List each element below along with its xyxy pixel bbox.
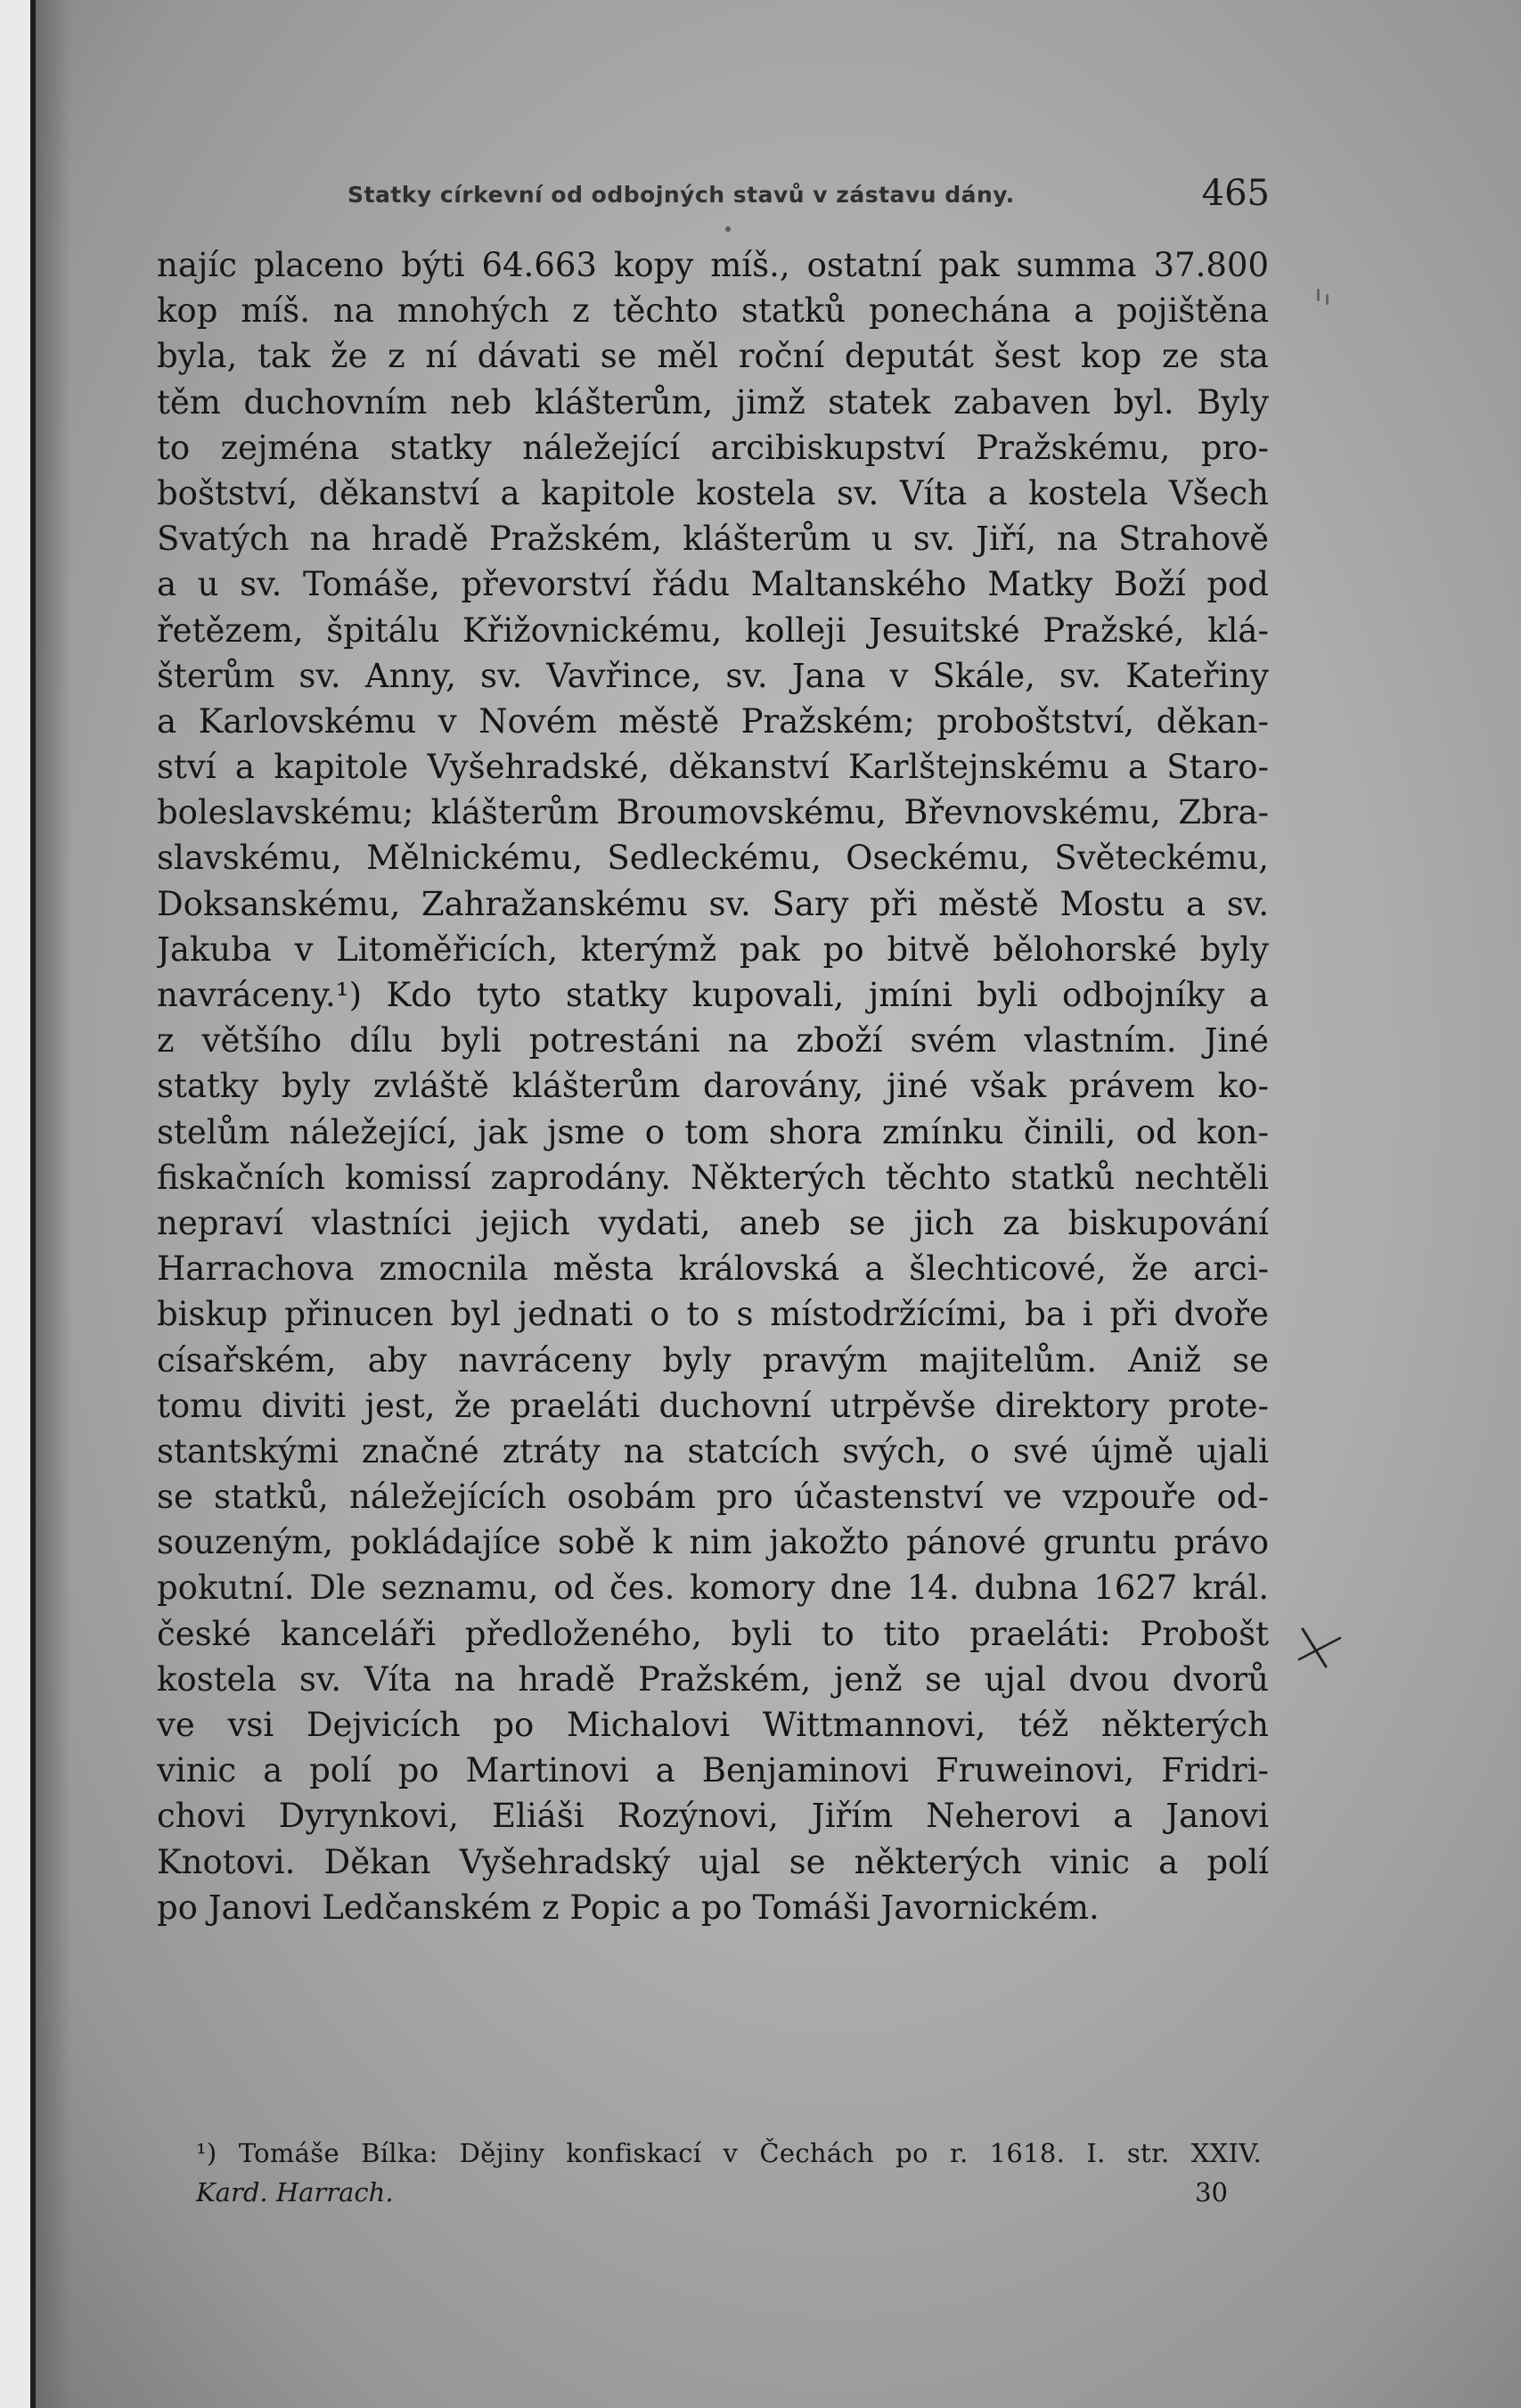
text-line: tomu diviti jest, že praeláti duchovní utrpěvše direktory prote- bbox=[157, 1386, 1269, 1425]
text-line: navráceny.¹) Kdo tyto statky kupovali, jmíni byli odbojníky a bbox=[157, 976, 1269, 1014]
text-line: ve vsi Dejvicích po Michalovi Wittmannovi, též některých bbox=[157, 1706, 1269, 1744]
body-text bbox=[157, 242, 1269, 1930]
text-line: kop míš. na mnohých z těchto statků ponechána a pojištěna bbox=[157, 291, 1269, 331]
text-line: byla, tak že z ní dávati se měl roční deputát šest kop ze sta bbox=[157, 337, 1269, 376]
text-line: řetězem, špitálu Křižovnickému, kolleji Jesuitské Pražské, klá- bbox=[157, 610, 1269, 650]
text-line: najíc placeno býti 64.663 kopy míš., ostatní pak summa 37.800 bbox=[157, 246, 1269, 284]
text-line: Harrachova zmocnila města královská a šlechticové, že arci- bbox=[157, 1249, 1269, 1289]
text-line: po Janovi Ledčanském z Popic a po Tomáši Javornickém. bbox=[157, 1888, 1100, 1927]
text-line: vinic a polí po Martinovi a Benjaminovi Fruweinovi, Fridri- bbox=[157, 1751, 1269, 1790]
dust-speck bbox=[1317, 289, 1320, 301]
text-line: Doksanskému, Zahražanskému sv. Sary při městě Mostu a sv. bbox=[157, 884, 1269, 923]
header-title: Statky církevní od odbojných stavů v zástavu dány. bbox=[348, 182, 1015, 208]
text-line: pokutní. Dle seznamu, od čes. komory dne 14. dubna 1627 král. bbox=[157, 1568, 1269, 1608]
text-line: české kanceláři předloženého, byli to tito praeláti: Probošt bbox=[157, 1614, 1269, 1653]
footnote-text: ¹) Tomáše Bílka: Dějiny konfiskací v Čechách po r. 1618. I. str. XXIV. bbox=[196, 2138, 1262, 2168]
text-line: a Karlovskému v Novém městě Pražském; proboštství, děkan- bbox=[157, 701, 1269, 741]
text-line: z většího dílu byli potrestáni na zboží svém vlastním. Jiné bbox=[157, 1021, 1269, 1061]
margin-cross-mark bbox=[1294, 1622, 1347, 1675]
signature-mark: Kard. Harrach. bbox=[196, 2177, 394, 2207]
text-line: šterům sv. Anny, sv. Vavřince, sv. Jana v Skále, sv. Kateřiny bbox=[157, 656, 1269, 695]
page-gutter bbox=[0, 0, 30, 2408]
text-line: stelům náležející, jak jsme o tom shora zmínku činili, od kon- bbox=[157, 1112, 1269, 1151]
text-line: se statků, náležejících osobám pro účastenství ve vzpouře od- bbox=[157, 1478, 1269, 1517]
text-line: to zejména statky náležející arcibiskupství Pražskému, pro- bbox=[157, 428, 1269, 467]
text-line: chovi Dyrynkovi, Eliáši Rozýnovi, Jiřím Neherovi a Janovi bbox=[157, 1797, 1269, 1836]
text-line: Knotovi. Děkan Vyšehradský ujal se některých vinic a polí bbox=[157, 1842, 1269, 1881]
text-line: biskup přinucen byl jednati o to s místodržícími, ba i při dvoře bbox=[157, 1295, 1269, 1334]
text-line: nepraví vlastníci jejich vydati, aneb se jich za biskupování bbox=[157, 1203, 1269, 1242]
text-line: stantskými značné ztráty na statcích svých, o své újmě ujali bbox=[157, 1431, 1269, 1470]
text-line: boštství, děkanství a kapitole kostela sv. Víta a kostela Všech bbox=[157, 473, 1269, 512]
text-line: slavskému, Mělnickému, Sedleckému, Oseckému, Světeckému, bbox=[157, 839, 1269, 878]
text-line: a u sv. Tomáše, převorství řádu Maltanského Matky Boží pod bbox=[157, 565, 1269, 604]
text-line: ství a kapitole Vyšehradské, děkanství Karlštejnskému a Staro- bbox=[157, 748, 1269, 787]
text-line: těm duchovním neb klášterům, jimž statek zabaven byl. Byly bbox=[157, 382, 1269, 422]
text-line: fiskačních komissí zaprodány. Některých těchto statků nechtěli bbox=[157, 1158, 1269, 1197]
signature-row bbox=[196, 2175, 1262, 2210]
page-number: 465 bbox=[1201, 173, 1270, 214]
dust-speck bbox=[725, 226, 731, 232]
text-line: císařském, aby navráceny byly pravým majitelům. Aniž se bbox=[157, 1340, 1269, 1380]
signature-number: 30 bbox=[1195, 2177, 1228, 2207]
running-header bbox=[160, 169, 1270, 232]
dust-speck bbox=[1326, 294, 1329, 305]
text-line: Jakuba v Litoměřicích, kterýmž pak po bitvě bělohorské byly bbox=[157, 930, 1269, 969]
text-line: statky byly zvláště klášterům darovány, jiné však právem ko- bbox=[157, 1067, 1269, 1106]
text-line: Svatých na hradě Pražském, klášterům u sv. Jiří, na Strahově bbox=[157, 520, 1269, 559]
text-line: kostela sv. Víta na hradě Pražském, jenž se ujal dvou dvorů bbox=[157, 1659, 1269, 1699]
text-line: souzeným, pokládajíce sobě k nim jakožto pánové gruntu právo bbox=[157, 1523, 1269, 1562]
footnote bbox=[196, 2135, 1262, 2171]
binding-shadow bbox=[36, 0, 71, 2408]
text-line: boleslavskému; klášterům Broumovskému, Břevnovskému, Zbra- bbox=[157, 793, 1269, 832]
